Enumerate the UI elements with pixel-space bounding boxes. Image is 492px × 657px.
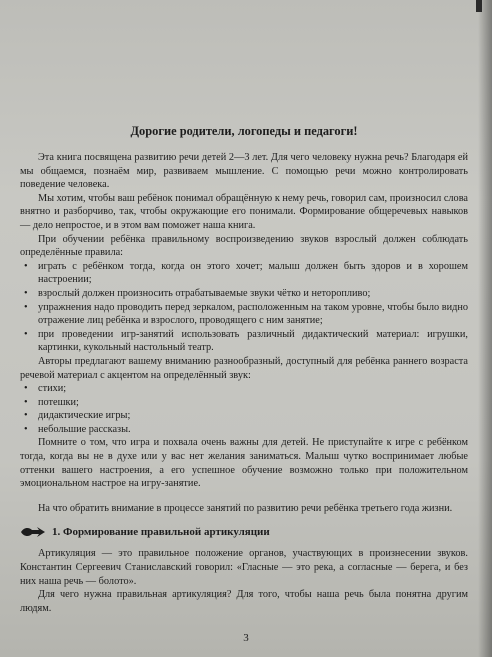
remember-paragraph: Помните о том, что игра и похвала очень важны для детей. Не приступайте к игре с ребёнком тогда, когда вы не в духе или у вас нет желания заниматься. Малыш чутко воспринимает любые оттенки вашего настроения, а его успешное обучение возможно только при положительном эмоциональном настрое на игру-занятие. <box>20 437 468 490</box>
section-heading <box>20 525 468 539</box>
page-content <box>20 124 468 615</box>
intro-paragraph-2: Мы хотим, чтобы ваш ребёнок понимал обращённую к нему речь, говорил сам, произносил слова внятно и разборчиво, так, чтобы окружающие его понимали. Формирование общеречевых навыков — дело непростое, и в этом вам поможет наша книга. <box>20 192 468 231</box>
attention-paragraph: На что обратить внимание в процессе занятий по развитию речи ребёнка третьего года жизни. <box>38 502 453 514</box>
materials-list <box>20 382 468 436</box>
section-title: 1. Формирование правильной артикуляции <box>52 525 270 538</box>
intro-paragraph-3: При обучении ребёнка правильному воспроизведению звуков взрослый должен соблюдать определённые правила: <box>20 233 468 259</box>
material-item: • потешки; <box>20 396 468 410</box>
page-edge-shadow <box>478 0 492 657</box>
rule-item: • взрослый должен произносить отрабатываемые звуки чётко и неторопливо; <box>20 287 468 301</box>
rules-list <box>20 260 468 355</box>
page-number: 3 <box>243 632 249 644</box>
material-item: • стихи; <box>20 382 468 396</box>
section-paragraph-1: Артикуляция — это правильное положение органов, участвующих в произнесении звуков. Константин Сергеевич Станиславский говорил: «Гласные — это река, а согласные — берега, и без них наша речь — болото». <box>20 548 468 587</box>
rule-item: • играть с ребёнком тогда, когда он этого хочет; малыш должен быть здоров и в хорошем настроении; <box>20 260 468 287</box>
corner-mark <box>476 0 482 12</box>
intro-paragraph-1: Эта книга посвящена развитию речи детей 2—3 лет. Для чего человеку нужна речь? Благодаря ей мы общаемся, познаём мир, развиваем мышление. С помощью речи можно контролировать поведение человека. <box>20 152 468 191</box>
pointing-arrow-icon <box>20 525 46 539</box>
spacer <box>20 491 468 502</box>
material-item: • дидактические игры; <box>20 409 468 423</box>
rule-item: • при проведении игр-занятий использовать различный дидактический материал: игрушки, картинки, кукольный настольный театр. <box>20 328 468 355</box>
authors-paragraph: Авторы предлагают вашему вниманию разнообразный, доступный для ребёнка раннего возраста речевой материал с акцентом на определённый звук: <box>20 355 468 381</box>
material-item: • небольшие рассказы. <box>20 423 468 437</box>
rule-item: • упражнения надо проводить перед зеркалом, расположенным на таком уровне, чтобы было видно отражение лиц ребёнка и взрослого, проводящего с ним занятие; <box>20 301 468 328</box>
page-title: Дорогие родители, логопеды и педагоги! <box>130 124 358 138</box>
section-paragraph-2: Для чего нужна правильная артикуляция? Для того, чтобы наша речь была понятна другим людям. <box>20 589 468 614</box>
